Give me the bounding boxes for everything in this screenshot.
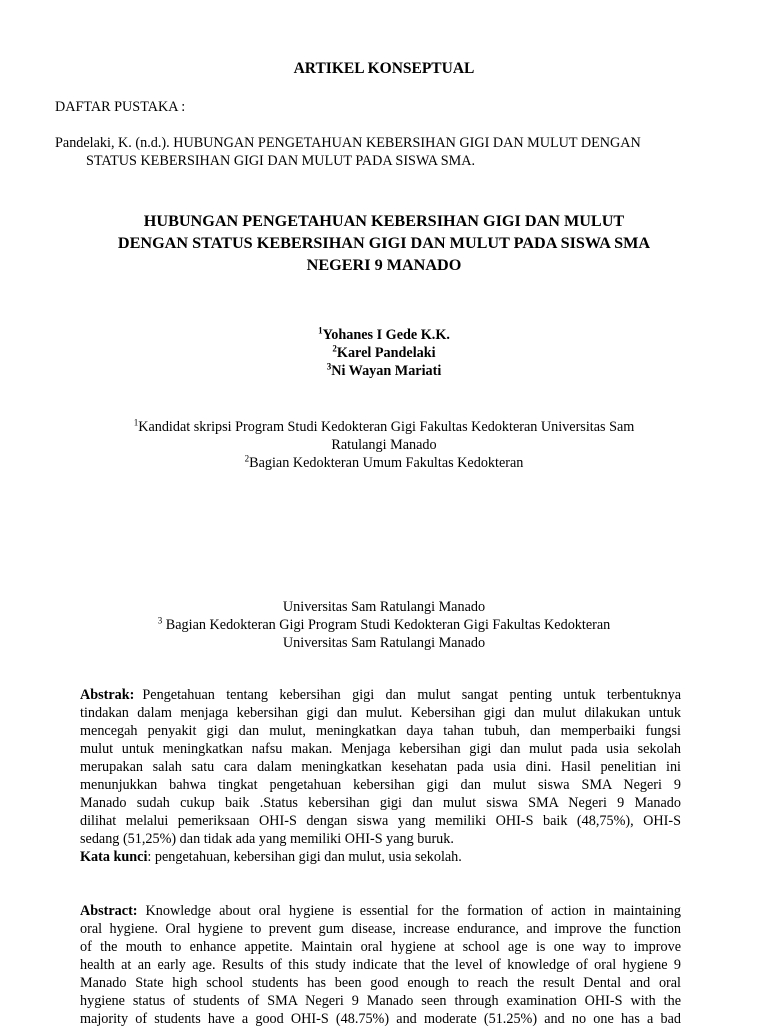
affiliation-2-line-2: Universitas Sam Ratulangi Manado	[282, 599, 486, 615]
abstrak-line-9: sedang (51,25%) dan tidak ada yang memiliki OHI-S yang buruk.	[80, 831, 454, 847]
affiliation-3-line-1: $^3$ Bagian Kedokteran Gigi Program Studi Kedokteran Gigi Fakultas Kedokteran	[157, 615, 611, 633]
affiliation-3-line-2: Universitas Sam Ratulangi Manado	[282, 635, 486, 651]
paper-title	[0, 210, 768, 276]
abstrak-line-3: mencegah penyakit gigi dan mulut, meningkatkan daya tahan tubuh, dan memperbaiki fungsi	[80, 723, 681, 739]
abstract-en-line-3: of the mouth to enhance appetite. Maintain oral hygiene at school age is one way to improve	[80, 939, 681, 955]
affiliations	[0, 418, 768, 472]
abstrak-line-8: dilihat melalui pemeriksaan OHI-S dengan siswa yang memiliki OHI-S baik (48,75%), OHI-S	[80, 813, 681, 829]
abstract-en-line-5: Manado State high school students has been good enough to reach the result Dental and oral	[80, 975, 681, 991]
abstrak-line-2: tindakan dalam menjaga kebersihan gigi dan mulut. Kebersihan gigi dan mulut dilakukan untuk	[80, 705, 681, 721]
affiliation-2-line-1: $^2$Bagian Kedokteran Umum Fakultas Kedokteran	[244, 453, 524, 471]
abstract-en-line-6: hygiene status of students of SMA Negeri 9 Manado seen through examination OHI-S with the	[80, 993, 681, 1009]
abstrak-section	[80, 686, 681, 866]
abstract-en-section	[80, 902, 681, 1028]
abstrak-line-4: mulut untuk meningkatkan nafsu makan. Menjaga kebersihan gigi dan mulut pada usia sekolah	[80, 741, 681, 757]
abstrak-line-5: merupakan salah satu cara dalam meningkatkan kesehatan pada usia dini. Hasil penelitian ini	[80, 759, 681, 775]
paper-title-line-1: HUBUNGAN PENGETAHUAN KEBERSIHAN GIGI DAN MULUT	[143, 212, 625, 230]
abstrak-label: Abstrak:	[80, 687, 135, 703]
affiliation-1-line-2: Ratulangi Manado	[331, 437, 437, 453]
daftar-pustaka-label: DAFTAR PUSTAKA :	[55, 99, 186, 115]
affiliations-continued	[0, 598, 768, 652]
abstract-en-line-7: majority of students have a good OHI-S (48.75%) and moderate (51.25%) and no one has a bad	[80, 1011, 681, 1027]
abstrak-line-1: Abstrak: Pengetahuan tentang kebersihan gigi dan mulut sangat penting untuk terbentuknya	[80, 687, 681, 703]
reference-line-2: STATUS KEBERSIHAN GIGI DAN MULUT PADA SISWA SMA.	[86, 153, 476, 169]
keywords-line	[80, 848, 681, 866]
author-list	[0, 326, 768, 380]
article-heading: ARTIKEL KONSEPTUAL	[293, 60, 475, 77]
paper-title-line-2: DENGAN STATUS KEBERSIHAN GIGI DAN MULUT PADA SISWA SMA	[117, 234, 651, 252]
paper-title-line-3: NEGERI 9 MANADO	[306, 256, 462, 274]
abstract-en-label: Abstract:	[80, 903, 138, 919]
abstrak-line-6: menunjukkan bahwa tingkat pengetahuan kebersihan gigi dan mulut siswa SMA Negeri 9	[80, 777, 681, 793]
affiliation-1-line-1: $^1$Kandidat skripsi Program Studi Kedokteran Gigi Fakultas Kedokteran Universitas Sam	[133, 417, 635, 435]
keywords-label: Kata kunci	[80, 849, 148, 865]
author-2: $^2$Karel Pandelaki	[332, 343, 436, 361]
author-1: $^1$Yohanes I Gede K.K.	[318, 325, 450, 343]
keywords-text: : pengetahuan, kebersihan gigi dan mulut, usia sekolah.	[147, 849, 462, 865]
abstract-en-line-2: oral hygiene. Oral hygiene to prevent gum disease, increase endurance, and improve the function	[80, 921, 681, 937]
abstract-en-line-4: health at an early age. Results of this study indicate that the level of knowledge of oral hygiene 9	[80, 957, 681, 973]
author-3: $^3$Ni Wayan Mariati	[326, 361, 442, 379]
abstrak-line-7: Manado sudah cukup baik .Status kebersihan gigi dan mulut siswa SMA Negeri 9 Manado	[80, 795, 681, 811]
abstract-en-line-1: Abstract: Knowledge about oral hygiene is essential for the formation of action in maintaining	[80, 903, 681, 919]
reference-line-1: Pandelaki, K. (n.d.). HUBUNGAN PENGETAHUAN KEBERSIHAN GIGI DAN MULUT DENGAN	[55, 135, 641, 151]
